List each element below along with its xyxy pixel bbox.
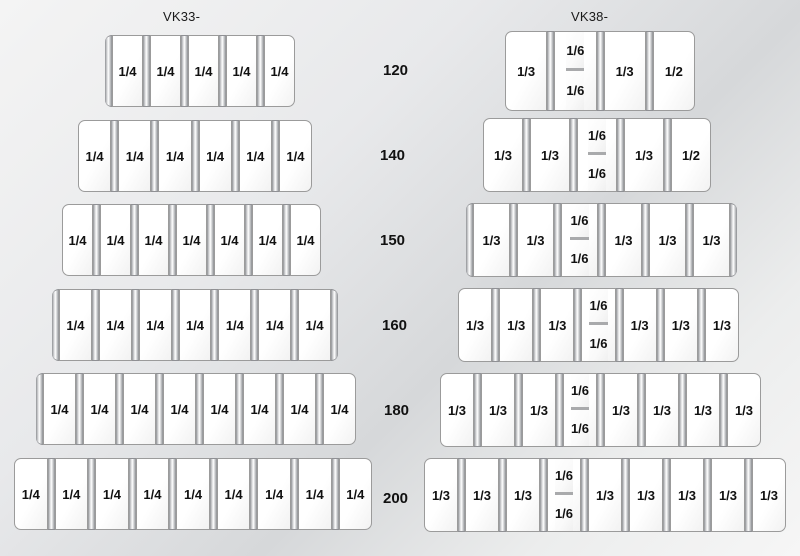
pan-cell: 1/4 — [283, 373, 316, 445]
divider-rail — [332, 458, 339, 530]
column-title-right: VK38- — [571, 9, 609, 24]
pan-cell-label: 1/6 — [588, 119, 606, 155]
pan-cell: 1/2 — [671, 118, 711, 192]
pan-cell: 1/4 — [218, 289, 251, 361]
divider-rail — [291, 289, 298, 361]
pan-cell: 1/3 — [588, 458, 622, 532]
pan-cell: 1/3 — [499, 288, 533, 362]
divider-rail — [492, 288, 499, 362]
divider-rail — [131, 204, 138, 276]
pan-cell: 1/4 — [257, 458, 291, 530]
divider-rail — [52, 289, 59, 361]
pan-cell: 1/2 — [653, 31, 695, 111]
pan-cell: 1/4 — [214, 204, 245, 276]
pan-layout-group — [505, 31, 695, 111]
divider-rail — [617, 118, 624, 192]
divider-rail — [515, 373, 522, 447]
divider-rail — [540, 458, 547, 532]
divider-rail — [211, 289, 218, 361]
pan-cell: 1/3 — [481, 373, 515, 447]
pan-cell-split — [581, 288, 615, 362]
divider-rail — [48, 458, 55, 530]
pan-cell-split — [561, 203, 598, 277]
pan-cell: 1/3 — [517, 203, 554, 277]
divider-rail — [664, 118, 671, 192]
pan-cell-label: 1/6 — [555, 495, 573, 531]
divider-rail — [331, 289, 338, 361]
divider-rail — [93, 204, 100, 276]
pan-cell: 1/3 — [629, 458, 663, 532]
pan-layout-group — [62, 204, 321, 276]
pan-cell: 1/4 — [99, 289, 132, 361]
pan-cell: 1/3 — [645, 373, 679, 447]
pan-cell: 1/3 — [604, 31, 646, 111]
divider-rail — [316, 373, 323, 445]
pan-cell: 1/4 — [298, 289, 331, 361]
divider-rail — [574, 288, 581, 362]
pan-cell: 1/3 — [540, 288, 574, 362]
pan-cell: 1/4 — [118, 120, 151, 192]
divider-rail — [245, 204, 252, 276]
pan-cell-split — [577, 118, 617, 192]
divider-rail — [283, 204, 290, 276]
pan-cell: 1/4 — [136, 458, 170, 530]
row-size-label: 120 — [383, 62, 409, 79]
pan-cell: 1/3 — [705, 288, 739, 362]
divider-rail — [745, 458, 752, 532]
divider-rail — [276, 373, 283, 445]
pan-cell: 1/4 — [59, 289, 92, 361]
divider-rail — [554, 203, 561, 277]
divider-rail — [151, 120, 158, 192]
pan-cell: 1/3 — [624, 118, 664, 192]
pan-cell: 1/4 — [239, 120, 272, 192]
pan-cell: 1/3 — [664, 288, 698, 362]
divider-rail — [36, 373, 43, 445]
divider-rail — [76, 373, 83, 445]
divider-rail — [638, 373, 645, 447]
pan-cell: 1/3 — [483, 118, 523, 192]
pan-cell: 1/4 — [100, 204, 131, 276]
divider-rail — [679, 373, 686, 447]
divider-rail — [129, 458, 136, 530]
divider-rail — [210, 458, 217, 530]
divider-rail — [257, 35, 264, 107]
pan-cell: 1/4 — [176, 458, 210, 530]
pan-cell-split — [547, 458, 581, 532]
divider-rail — [466, 203, 473, 277]
pan-cell: 1/4 — [258, 289, 291, 361]
pan-cell: 1/3 — [473, 203, 510, 277]
divider-rail — [111, 120, 118, 192]
pan-cell: 1/4 — [188, 35, 219, 107]
pan-cell-label: 1/6 — [571, 410, 589, 446]
divider-rail — [646, 31, 653, 111]
pan-cell-split — [554, 31, 596, 111]
pan-cell: 1/4 — [62, 204, 93, 276]
divider-rail — [172, 289, 179, 361]
row-size-label: 150 — [380, 232, 406, 249]
divider-rail — [523, 118, 530, 192]
pan-cell: 1/4 — [279, 120, 312, 192]
pan-cell: 1/3 — [505, 31, 547, 111]
divider-rail — [291, 458, 298, 530]
pan-cell: 1/3 — [752, 458, 786, 532]
divider-rail — [88, 458, 95, 530]
divider-rail — [219, 35, 226, 107]
divider-rail — [169, 458, 176, 530]
pan-cell: 1/4 — [55, 458, 89, 530]
divider-rail — [598, 203, 605, 277]
pan-cell: 1/4 — [138, 204, 169, 276]
pan-cell: 1/3 — [458, 288, 492, 362]
pan-layout-group — [14, 458, 372, 530]
pan-cell: 1/4 — [243, 373, 276, 445]
pan-layout-group — [105, 35, 295, 107]
divider-rail — [698, 288, 705, 362]
pan-cell: 1/3 — [686, 373, 720, 447]
pan-cell: 1/3 — [693, 203, 730, 277]
pan-layout-group — [483, 118, 711, 192]
divider-rail — [272, 120, 279, 192]
pan-cell-label: 1/6 — [555, 459, 573, 495]
pan-cell: 1/4 — [199, 120, 232, 192]
divider-rail — [581, 458, 588, 532]
pan-cell: 1/4 — [83, 373, 116, 445]
pan-layout-group — [440, 373, 761, 447]
pan-layout-group — [52, 289, 338, 361]
pan-cell: 1/4 — [203, 373, 236, 445]
divider-rail — [704, 458, 711, 532]
pan-cell-label: 1/6 — [571, 374, 589, 410]
divider-rail — [597, 373, 604, 447]
row-size-label: 160 — [382, 317, 408, 334]
divider-rail — [642, 203, 649, 277]
pan-cell-label: 1/6 — [566, 71, 584, 110]
pan-layout-group — [466, 203, 737, 277]
divider-rail — [132, 289, 139, 361]
pan-cell: 1/3 — [465, 458, 499, 532]
pan-cell: 1/4 — [217, 458, 251, 530]
pan-cell: 1/4 — [163, 373, 196, 445]
divider-rail — [169, 204, 176, 276]
divider-rail — [458, 458, 465, 532]
pan-cell: 1/3 — [711, 458, 745, 532]
pan-cell-label: 1/6 — [589, 289, 607, 325]
pan-cell: 1/3 — [506, 458, 540, 532]
pan-cell: 1/4 — [139, 289, 172, 361]
divider-rail — [156, 373, 163, 445]
pan-cell: 1/4 — [339, 458, 373, 530]
divider-rail — [232, 120, 239, 192]
divider-rail — [556, 373, 563, 447]
pan-cell-split — [563, 373, 597, 447]
divider-rail — [720, 373, 727, 447]
divider-rail — [236, 373, 243, 445]
pan-cell: 1/4 — [112, 35, 143, 107]
row-size-label: 200 — [383, 490, 409, 507]
divider-rail — [474, 373, 481, 447]
pan-cell-label: 1/6 — [566, 32, 584, 71]
pan-cell-label: 1/6 — [570, 240, 588, 276]
divider-rail — [622, 458, 629, 532]
pan-cell: 1/3 — [605, 203, 642, 277]
pan-cell: 1/3 — [649, 203, 686, 277]
pan-cell: 1/3 — [440, 373, 474, 447]
divider-rail — [250, 458, 257, 530]
row-size-label: 180 — [384, 402, 410, 419]
divider-rail — [533, 288, 540, 362]
divider-rail — [597, 31, 604, 111]
pan-cell: 1/4 — [252, 204, 283, 276]
pan-cell: 1/3 — [604, 373, 638, 447]
divider-rail — [510, 203, 517, 277]
pan-cell: 1/3 — [424, 458, 458, 532]
divider-rail — [196, 373, 203, 445]
divider-rail — [657, 288, 664, 362]
pan-cell: 1/4 — [43, 373, 76, 445]
pan-cell-label: 1/6 — [589, 325, 607, 361]
pan-cell: 1/4 — [95, 458, 129, 530]
divider-rail — [251, 289, 258, 361]
pan-cell: 1/4 — [290, 204, 321, 276]
divider-rail — [116, 373, 123, 445]
column-title-left: VK33- — [163, 9, 201, 24]
pan-cell: 1/4 — [179, 289, 212, 361]
pan-cell: 1/4 — [123, 373, 156, 445]
pan-cell: 1/3 — [623, 288, 657, 362]
divider-rail — [143, 35, 150, 107]
pan-cell: 1/3 — [727, 373, 761, 447]
divider-rail — [499, 458, 506, 532]
divider-rail — [105, 35, 112, 107]
divider-rail — [92, 289, 99, 361]
divider-rail — [547, 31, 554, 111]
pan-cell-label: 1/6 — [588, 155, 606, 191]
divider-rail — [663, 458, 670, 532]
pan-layout-group — [36, 373, 356, 445]
pan-cell: 1/4 — [150, 35, 181, 107]
divider-rail — [730, 203, 737, 277]
divider-rail — [207, 204, 214, 276]
divider-rail — [686, 203, 693, 277]
pan-cell: 1/4 — [78, 120, 111, 192]
pan-layout-group — [78, 120, 312, 192]
pan-cell: 1/4 — [14, 458, 48, 530]
divider-rail — [570, 118, 577, 192]
pan-layout-group — [458, 288, 739, 362]
pan-layout-group — [424, 458, 786, 532]
pan-cell: 1/4 — [323, 373, 356, 445]
divider-rail — [192, 120, 199, 192]
divider-rail — [616, 288, 623, 362]
pan-cell: 1/3 — [522, 373, 556, 447]
pan-cell: 1/3 — [530, 118, 570, 192]
pan-cell: 1/4 — [176, 204, 207, 276]
row-size-label: 140 — [380, 147, 406, 164]
pan-cell: 1/4 — [158, 120, 191, 192]
divider-rail — [181, 35, 188, 107]
pan-cell: 1/4 — [298, 458, 332, 530]
pan-cell: 1/3 — [670, 458, 704, 532]
pan-cell-label: 1/6 — [570, 204, 588, 240]
pan-cell: 1/4 — [226, 35, 257, 107]
pan-cell: 1/4 — [264, 35, 295, 107]
